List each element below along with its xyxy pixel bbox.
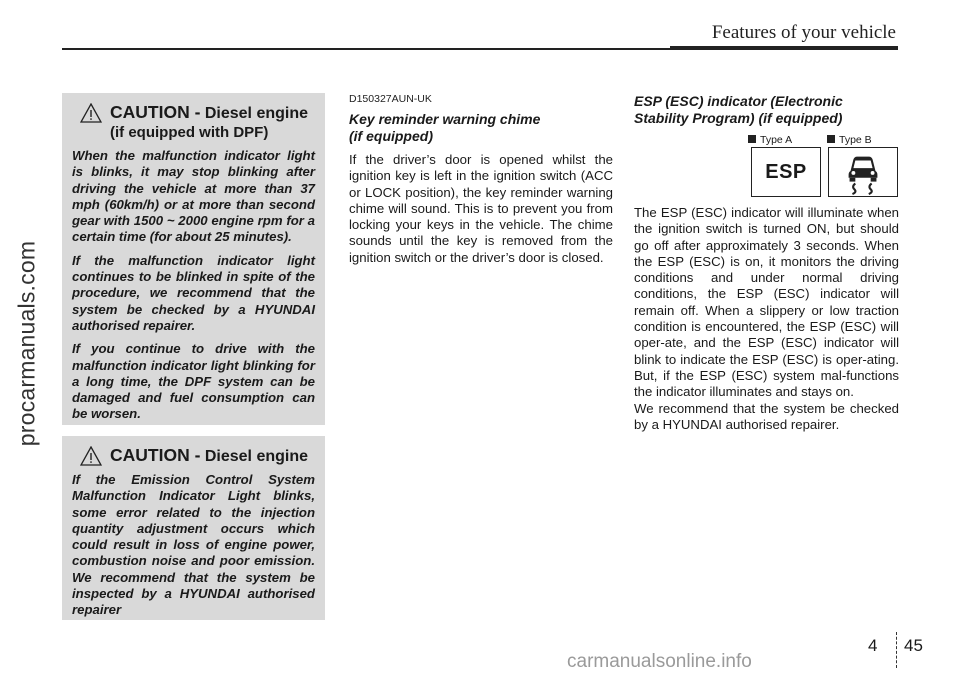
page-header-title: Features of your vehicle xyxy=(711,22,896,43)
esp-indicator-type-b xyxy=(828,147,898,197)
type-b-label xyxy=(827,134,872,146)
caution-subtitle: (if equipped with DPF) xyxy=(110,124,269,141)
type-a-text: Type A xyxy=(760,134,793,146)
section-title xyxy=(634,93,899,127)
warning-triangle-icon xyxy=(80,103,102,123)
footer-divider xyxy=(896,632,897,668)
caution-paragraph: If the malfunction indicator light continues to be blinked in spite of the procedure, we recommend that the system be checked by a HYUNDAI authorised repairer. xyxy=(72,252,315,333)
section-title-line: (if equipped) xyxy=(349,128,433,144)
type-b-text: Type B xyxy=(839,134,872,146)
section-title-line: Key reminder warning chime xyxy=(349,111,541,127)
section-title-line: ESP (ESC) indicator (Electronic xyxy=(634,93,843,109)
bottom-watermark: carmanualsonline.info xyxy=(567,651,752,672)
square-bullet-icon xyxy=(748,135,756,143)
page-number: 45 xyxy=(904,636,923,655)
caution-box-emission xyxy=(62,436,325,620)
square-bullet-icon xyxy=(827,135,835,143)
caution-paragraph: If the Emission Control System Malfunction Indicator Light blinks, some error related to the injection quantity adjustment occurs which could result in loss of engine power, combustion noise and poor emission. We recommend that the system be inspected by a HYUNDAI authorised repairer xyxy=(72,472,315,618)
section-code: D150327AUN-UK xyxy=(349,93,432,105)
warning-triangle-icon xyxy=(80,446,102,466)
esp-indicator-type-a xyxy=(751,147,821,197)
caution-word: CAUTION - xyxy=(110,102,201,122)
key-reminder-section xyxy=(349,93,613,266)
header-rule-accent xyxy=(670,46,898,50)
esp-body xyxy=(634,205,899,433)
chapter-number: 4 xyxy=(868,636,878,655)
caution-title-text: Diesel engine xyxy=(204,448,309,465)
section-body: If the driver’s door is opened whilst the ignition key is left in the ignition switch (ACC or LOCK position), the key reminder warning chime will sound. This is to prevent you from locking your keys in the vehicle. The chime sounds until the key is removed from the ignition switch or the driver’s door is closed. xyxy=(349,152,613,265)
caution-box-dpf xyxy=(62,93,325,425)
caution-title xyxy=(110,103,308,142)
caution-heading xyxy=(72,446,315,466)
type-a-label xyxy=(748,134,792,146)
section-title xyxy=(349,111,613,145)
caution-title xyxy=(110,446,308,466)
caution-title-text: Diesel engine xyxy=(204,105,309,122)
section-body: We recommend that the system be checked by a HYUNDAI authorised repairer. xyxy=(634,400,899,432)
section-body: The ESP (ESC) indicator will illuminate when the ignition switch is turned ON, but should go off after approximately 3 seconds. When the ESP (ESC) is on, it monitors the driving conditions and under normal driving conditions, the ESP (ESC) indicator will remain off. When a slippery or low traction condition is encountered, the ESP (ESC) will oper-ate, and the ESP (ESC) indicator will blink to indicate the ESP (ESC) is oper-ating. But, if the ESP (ESC) system mal-functions the indicator illuminates and stays on. xyxy=(634,205,899,400)
side-watermark: procarmanuals.com xyxy=(13,240,40,447)
section-title-line: Stability Program) (if equipped) xyxy=(634,110,843,126)
caution-word: CAUTION - xyxy=(110,445,201,465)
caution-paragraph: If you continue to drive with the malfunction indicator light blinking for a long time, the DPF system can be damaged and fuel consumption can be worsen. xyxy=(72,341,315,422)
esp-section xyxy=(634,93,899,150)
caution-paragraph: When the malfunction indicator light is blinks, it may stop blinking after driving the vehicle at more than 37 mph (60km/h) or at more than second gear with 1500 ~ 2000 engine rpm for a certain time (for about 25 minutes). xyxy=(72,148,315,245)
skidding-car-icon xyxy=(829,148,897,196)
esp-indicator-text: ESP xyxy=(765,161,807,183)
caution-heading xyxy=(72,103,315,142)
